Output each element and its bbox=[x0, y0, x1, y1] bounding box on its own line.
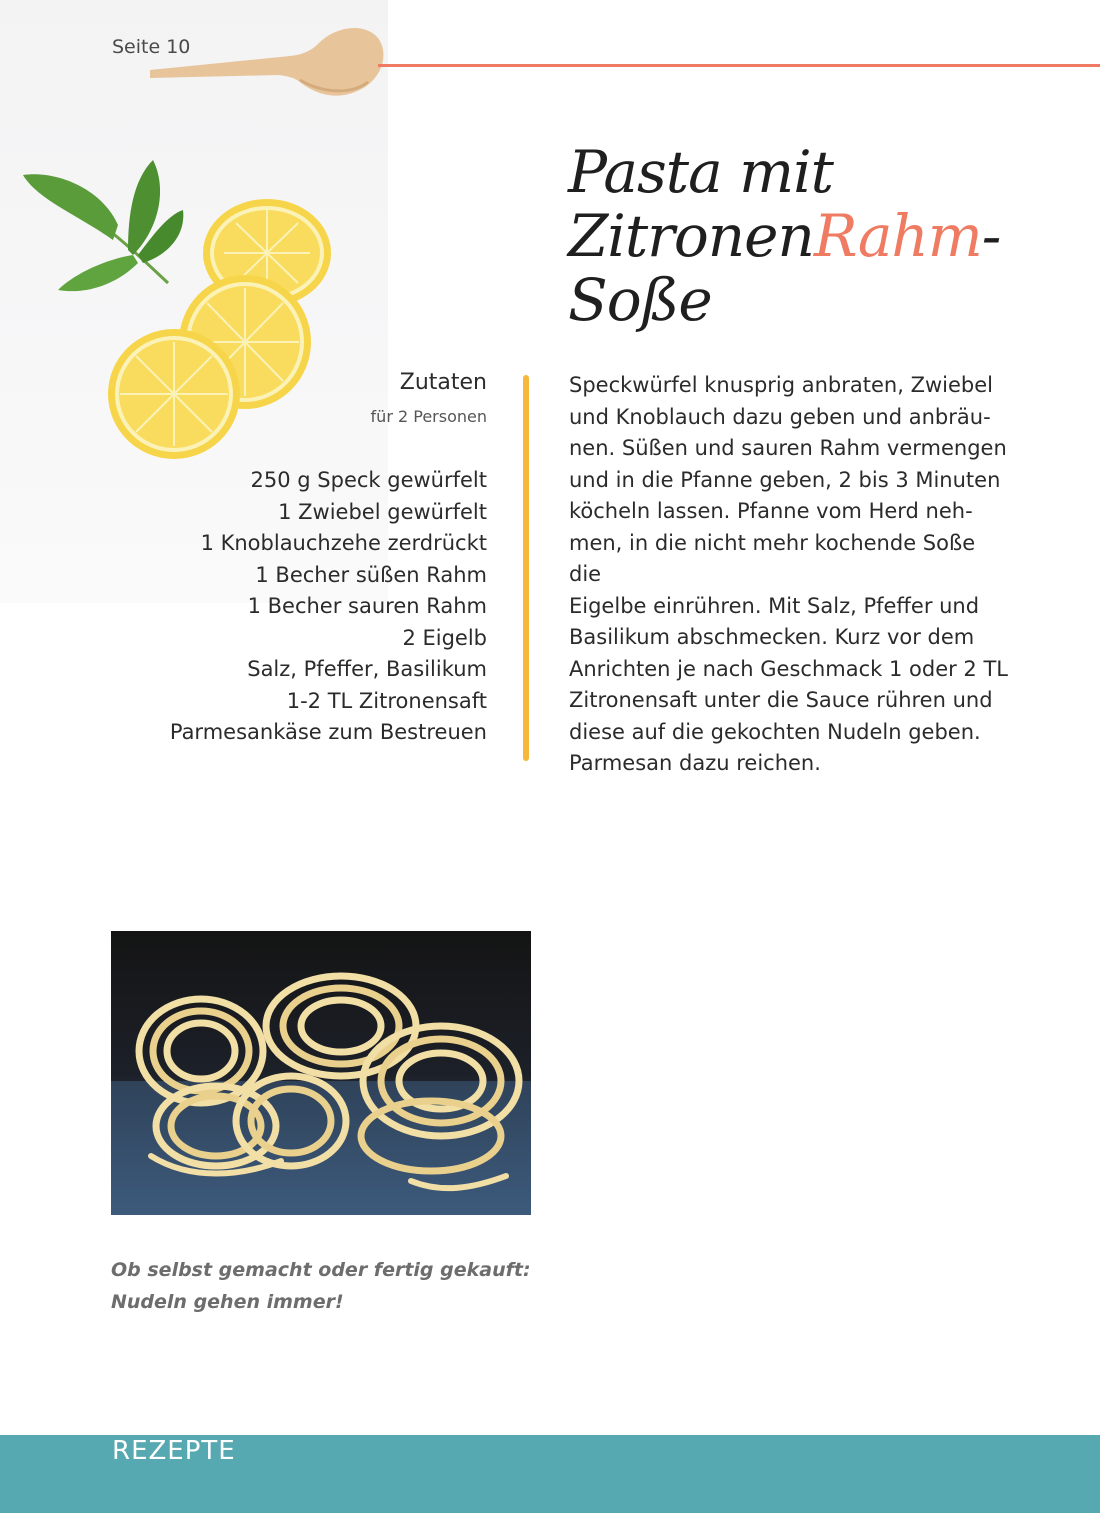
ingredient-item: 1 Becher süßen Rahm bbox=[255, 562, 487, 587]
caption-line-1: Ob selbst gemacht oder fertig gekauft: bbox=[111, 1259, 531, 1281]
ingredient-item: 1 Knoblauchzehe zerdrückt bbox=[200, 531, 487, 555]
ingredient-item: Salz, Pfeffer, Basilikum bbox=[247, 657, 487, 681]
ingredient-item: 1-2 TL Zitronensaft bbox=[286, 688, 487, 713]
title-line-3: Soße bbox=[568, 266, 712, 334]
ingredient-item: 2 Eigelb bbox=[402, 625, 487, 650]
caption-line-2: Nudeln gehen immer! bbox=[111, 1291, 344, 1313]
instruction-line: und Knoblauch dazu geben und anbräu- bbox=[569, 404, 991, 429]
page-number: Seite 10 bbox=[112, 36, 191, 58]
wooden-spoon-icon bbox=[150, 12, 385, 112]
instruction-line: Parmesan dazu reichen. bbox=[569, 751, 821, 775]
instruction-line: Basilikum abschmecken. Kurz vor dem bbox=[569, 625, 975, 649]
instruction-line: Anrichten je nach Geschmack 1 oder 2 TL bbox=[569, 656, 1008, 681]
instruction-line: köcheln lassen. Pfanne vom Herd neh- bbox=[569, 499, 973, 523]
ingredient-item: 250 g Speck gewürfelt bbox=[250, 468, 487, 492]
basil-leaf-icon bbox=[18, 155, 188, 295]
ingredient-item: 1 Zwiebel gewürfelt bbox=[278, 499, 487, 524]
recipe-title bbox=[568, 140, 1000, 332]
instruction-line: men, in die nicht mehr kochende Soße die bbox=[569, 530, 976, 586]
instruction-line: und in die Pfanne geben, 2 bis 3 Minuten bbox=[569, 467, 1001, 492]
section-label: REZEPTE bbox=[112, 1436, 236, 1466]
instruction-line: Speckwürfel knusprig anbraten, Zwiebel bbox=[569, 373, 993, 397]
ingredient-list bbox=[170, 465, 487, 749]
title-line-2-part-2: - bbox=[981, 202, 1001, 270]
title-line-2-part-1: Zitronen bbox=[568, 202, 814, 270]
lemon-slice-icon bbox=[105, 326, 243, 462]
title-line-1: Pasta mit bbox=[568, 138, 833, 206]
ingredient-item: 1 Becher sauren Rahm bbox=[247, 594, 487, 618]
column-divider bbox=[523, 375, 529, 761]
pasta-photo bbox=[111, 931, 531, 1215]
photo-caption bbox=[111, 1254, 551, 1318]
instruction-line: diese auf die gekochten Nudeln geben. bbox=[569, 719, 981, 744]
instructions-text bbox=[569, 370, 1009, 780]
header-rule bbox=[378, 64, 1100, 67]
ingredient-item: Parmesankäse zum Bestreuen bbox=[169, 720, 487, 744]
title-accent-word: Rahm bbox=[813, 202, 982, 270]
instruction-line: nen. Süßen und sauren Rahm vermengen bbox=[569, 436, 1007, 460]
instruction-line: Zitronensaft unter die Sauce rühren und bbox=[569, 688, 993, 712]
ingredients-heading: Zutaten bbox=[399, 370, 487, 395]
instruction-line: Eigelbe einrühren. Mit Salz, Pfeffer und bbox=[569, 593, 980, 618]
servings-note: für 2 Personen bbox=[370, 407, 487, 426]
